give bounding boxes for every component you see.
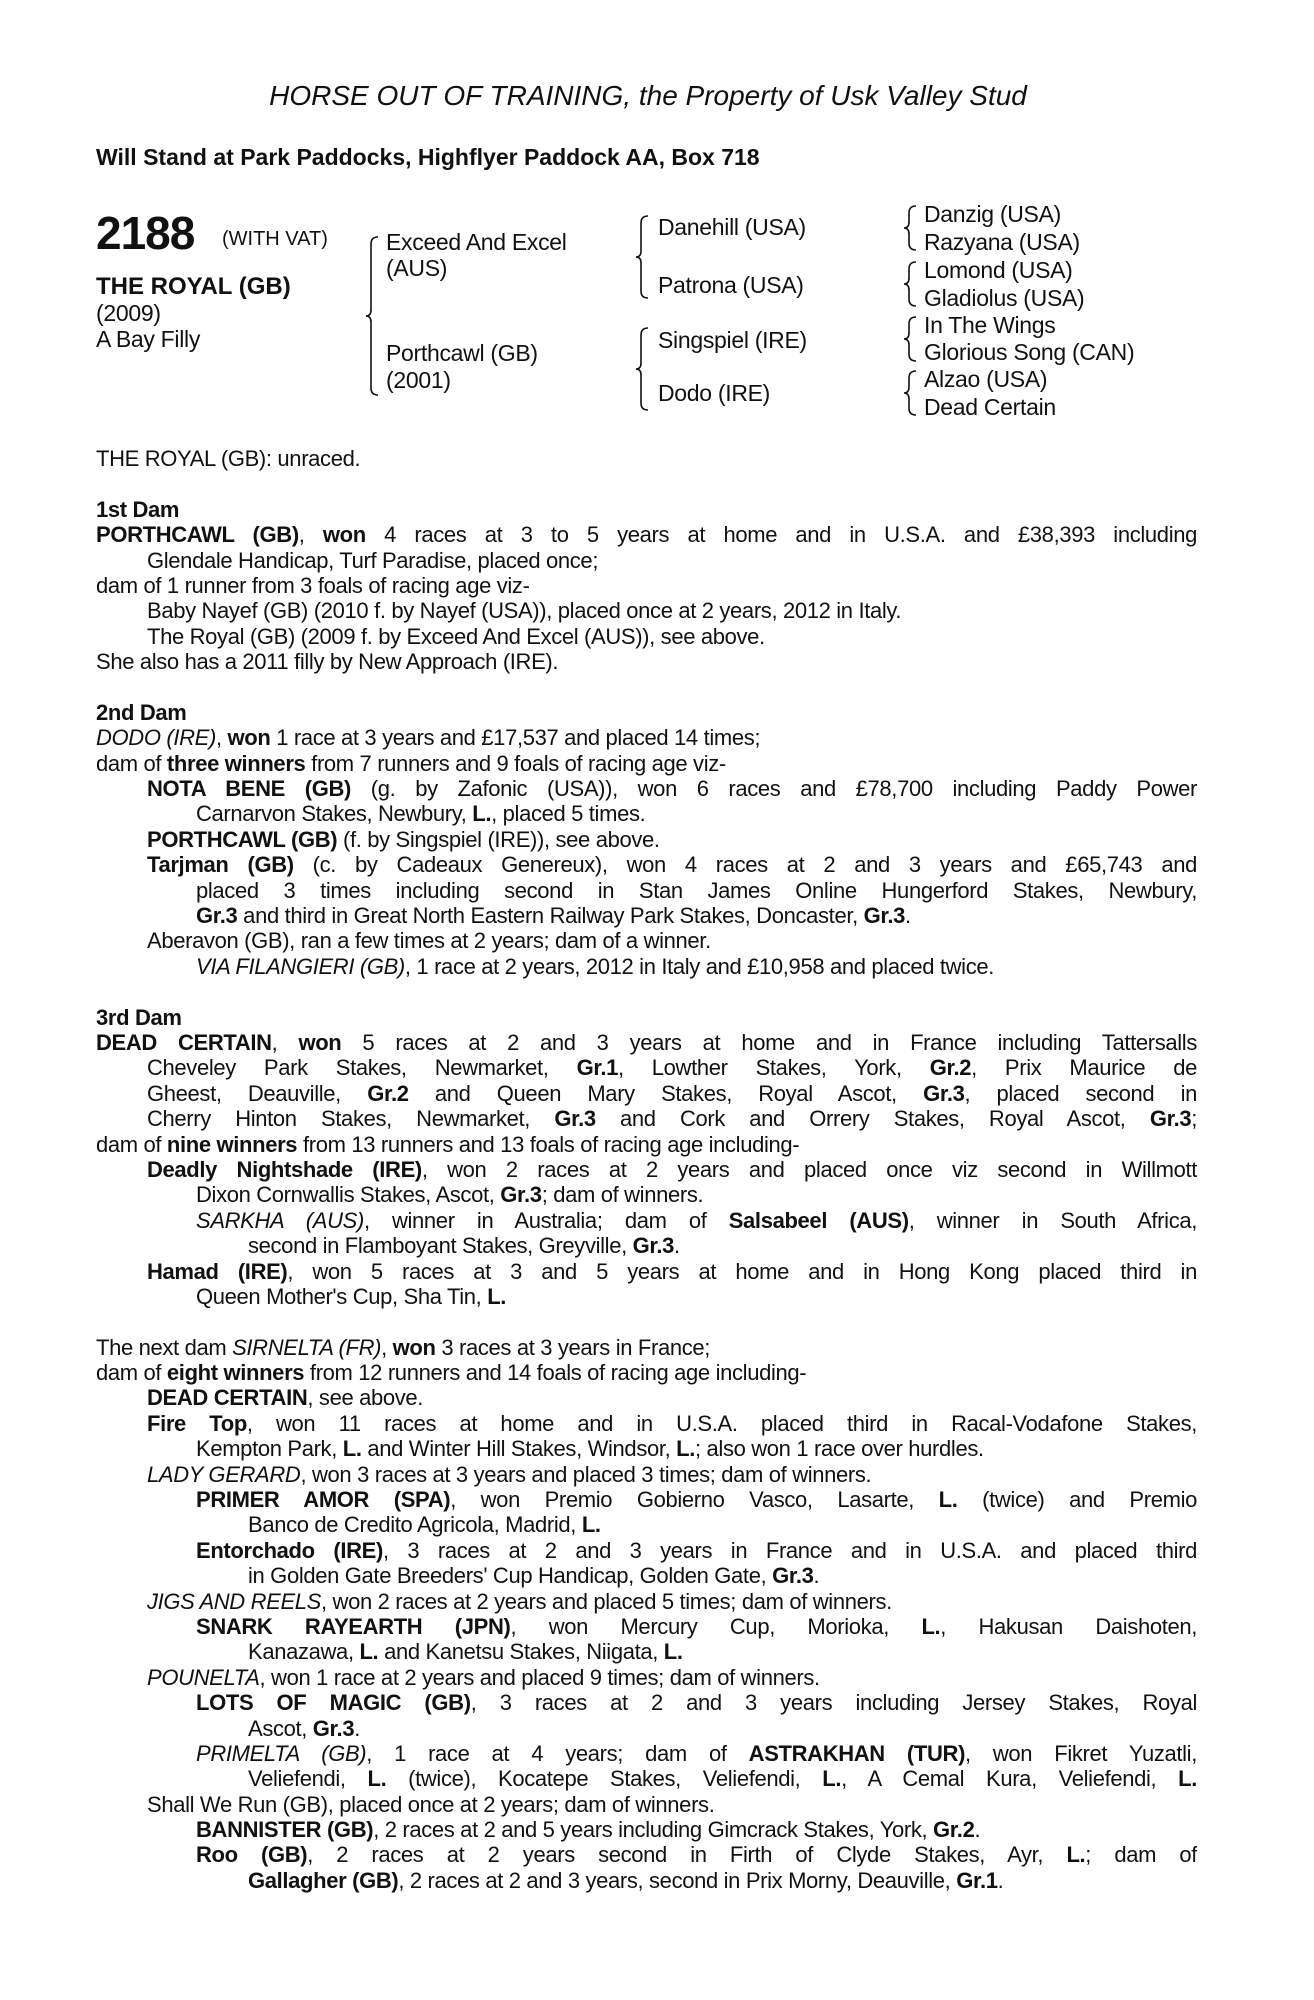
text-line	[96, 649, 1197, 674]
text: , 2 races at 2 and 3 years, second in Prix Morny, Deauville,	[398, 1867, 957, 1893]
text: Shall We Run (GB), placed once at 2 years; dam of winners.	[147, 1791, 715, 1817]
bold-text: DEAD CERTAIN	[96, 1029, 272, 1055]
text-line	[96, 1589, 1197, 1614]
pedigree-gen3: Gladiolus (USA)	[924, 285, 1085, 311]
bold-text: Gr.1	[956, 1867, 998, 1893]
bold-text: won	[298, 1029, 342, 1055]
pedigree-gen3: Danzig (USA)	[924, 201, 1061, 227]
text: and Winter Hill Stakes, Windsor,	[361, 1436, 677, 1462]
bold-text: L.	[359, 1639, 379, 1665]
text: 2nd Dam	[96, 699, 187, 725]
bold-text: L.	[921, 1613, 941, 1639]
text-line	[96, 548, 1197, 573]
italic-text: PRIMELTA (GB)	[196, 1740, 367, 1766]
bold-text: Tarjman (GB)	[147, 852, 294, 878]
bold-text: Gr.2	[929, 1055, 972, 1081]
bold-text: nine winners	[166, 1131, 298, 1157]
text: , winner in Australia; dam of	[363, 1207, 729, 1233]
text-line	[96, 1411, 1197, 1436]
text: , 2 races at 2 and 5 years including Gimcrack Stakes, York,	[373, 1817, 934, 1843]
text-line	[96, 903, 1197, 928]
bold-text: PRIMER AMOR (SPA)	[196, 1487, 451, 1513]
text-line	[96, 446, 1197, 471]
horse-year: (2009)	[96, 300, 161, 326]
pedigree-gen3: Glorious Song (CAN)	[924, 339, 1135, 365]
text: , won Mercury Cup, Morioka,	[510, 1613, 922, 1639]
text-line	[96, 1284, 1197, 1309]
blank-line	[96, 471, 1197, 496]
text: The Royal (GB) (2009 f. by Exceed And Excel (AUS)), see above.	[147, 623, 765, 649]
text-line	[96, 928, 1197, 953]
pedigree-gen3: In The Wings	[924, 312, 1056, 338]
bold-text: Gr.3	[632, 1233, 675, 1259]
text-line	[96, 1208, 1197, 1233]
text: , 1 race at 4 years; dam of	[366, 1740, 749, 1766]
blank-line	[96, 979, 1197, 1004]
stand-location: Will Stand at Park Paddocks, Highflyer Paddock AA, Box 718	[96, 144, 760, 170]
pedigree-brace	[904, 206, 918, 250]
text: Veliefendi,	[248, 1766, 368, 1792]
text: Queen Mother's Cup, Sha Tin,	[196, 1283, 488, 1309]
bold-text: Gr.3	[863, 903, 906, 929]
blank-line	[96, 1309, 1197, 1334]
bold-text: Gallagher (GB)	[248, 1867, 399, 1893]
text-line	[96, 1081, 1197, 1106]
text: , A Cemal Kura, Veliefendi,	[841, 1766, 1179, 1792]
bold-text: Roo (GB)	[196, 1842, 308, 1868]
text: .	[813, 1563, 820, 1589]
text: , won 1 race at 2 years and placed 9 times; dam of winners.	[259, 1664, 820, 1690]
pedigree-sire-country: (AUS)	[386, 255, 448, 281]
bold-text: Gr.3	[500, 1182, 542, 1208]
text: Baby Nayef (GB) (2010 f. by Nayef (USA)), placed once at 2 years, 2012 in Italy.	[147, 598, 902, 624]
pedigree-brace	[904, 371, 918, 415]
text: ,	[215, 725, 228, 751]
text: (g. by Zafonic (USA)), won 6 races and £78,700 including Paddy Power	[351, 776, 1197, 802]
text: 3rd Dam	[96, 1004, 182, 1030]
text: 5 races at 2 and 3 years at home and in France including Tattersalls	[341, 1029, 1197, 1055]
italic-text: SIRNELTA (FR)	[232, 1334, 382, 1360]
bold-text: L.	[487, 1283, 507, 1309]
text: .	[905, 903, 911, 929]
text: 3 races at 3 years in France;	[435, 1334, 711, 1360]
text: Carnarvon Stakes, Newbury,	[196, 801, 473, 827]
text: 4 races at 3 to 5 years at home and in U.S.A. and £38,393 including	[365, 522, 1197, 548]
section-heading	[96, 1005, 1197, 1030]
bold-text: L.	[822, 1766, 842, 1792]
bold-text: SNARK RAYEARTH (JPN)	[196, 1613, 511, 1639]
text: Kempton Park,	[196, 1436, 343, 1462]
text: ,	[271, 1029, 299, 1055]
text: ; also won 1 race over hurdles.	[695, 1436, 984, 1462]
text: , placed 5 times.	[491, 801, 646, 827]
pedigree-brace	[366, 237, 380, 395]
text-line	[96, 1868, 1197, 1893]
text-line	[96, 954, 1197, 979]
bold-text: Gr.3	[923, 1080, 965, 1106]
pedigree-gen2: Danehill (USA)	[658, 214, 806, 240]
text: , see above.	[307, 1385, 424, 1411]
text-line	[96, 827, 1197, 852]
text-line	[96, 852, 1197, 877]
italic-text: POUNELTA	[147, 1664, 260, 1690]
text-line	[96, 1055, 1197, 1080]
text: , won 11 races at home and in U.S.A. placed third in Racal-Vodafone Stakes,	[246, 1410, 1197, 1436]
text: Aberavon (GB), ran a few times at 2 years; dam of a winner.	[147, 928, 711, 954]
bold-text: Gr.2	[367, 1080, 409, 1106]
text-line	[96, 1335, 1197, 1360]
bold-text: Hamad (IRE)	[147, 1258, 288, 1284]
text: , Lowther Stakes, York,	[618, 1055, 930, 1081]
text: ; dam of	[1085, 1842, 1197, 1868]
bold-text: Fire Top	[147, 1410, 247, 1436]
bold-text: L.	[1066, 1842, 1086, 1868]
text-line	[96, 1614, 1197, 1639]
pedigree-gen3: Alzao (USA)	[924, 366, 1048, 392]
text: , 3 races at 2 and 3 years in France and in U.S.A. and placed third	[382, 1537, 1197, 1563]
text: from 12 runners and 14 foals of racing age including-	[304, 1360, 807, 1386]
pedigree-sire: Exceed And Excel	[386, 229, 567, 255]
text: Dixon Cornwallis Stakes, Ascot,	[196, 1182, 501, 1208]
pedigree-gen2: Patrona (USA)	[658, 272, 804, 298]
text: .	[974, 1817, 981, 1843]
pedigree-dam-year: (2001)	[386, 367, 451, 393]
text-line	[96, 1639, 1197, 1664]
bold-text: Gr.3	[772, 1563, 814, 1589]
text-line	[96, 878, 1197, 903]
lot-number: 2188	[96, 207, 195, 259]
text: (twice) and Premio	[957, 1487, 1197, 1513]
text-line	[96, 1766, 1197, 1791]
bold-text: L.	[581, 1512, 601, 1538]
bold-text: Entorchado (IRE)	[196, 1537, 383, 1563]
text: and Kanetsu Stakes, Niigata,	[378, 1639, 664, 1665]
text-line	[96, 598, 1197, 623]
bold-text: L.	[663, 1639, 683, 1665]
bold-text: BANNISTER (GB)	[196, 1817, 374, 1843]
text-line	[96, 624, 1197, 649]
pedigree-gen3: Razyana (USA)	[924, 229, 1080, 255]
text: ,	[298, 522, 323, 548]
pedigree-gen2: Singspiel (IRE)	[658, 327, 807, 353]
text-line	[96, 1563, 1197, 1588]
bold-text: ASTRAKHAN (TUR)	[748, 1740, 966, 1766]
text: in Golden Gate Breeders' Cup Handicap, Golden Gate,	[248, 1563, 773, 1589]
bold-text: PORTHCAWL (GB)	[96, 522, 299, 548]
text: from 7 runners and 9 foals of racing age viz-	[305, 750, 726, 776]
bold-text: Gr.2	[933, 1817, 975, 1843]
text-line	[96, 1817, 1197, 1842]
text: dam of	[96, 1360, 167, 1386]
text-line	[96, 1512, 1197, 1537]
text-line	[96, 1385, 1197, 1410]
section-heading	[96, 497, 1197, 522]
text: The next dam	[96, 1334, 233, 1360]
text-line	[96, 1792, 1197, 1817]
pedigree-gen3: Dead Certain	[924, 394, 1056, 420]
text: THE ROYAL (GB): unraced.	[96, 446, 361, 471]
text: Kanazawa,	[248, 1639, 360, 1665]
text-line	[96, 1487, 1197, 1512]
text-line	[96, 1538, 1197, 1563]
bold-text: Gr.3	[196, 903, 238, 929]
text: and Cork and Orrery Stakes, Royal Ascot,	[595, 1106, 1150, 1132]
text-line	[96, 1030, 1197, 1055]
text-line	[96, 1665, 1197, 1690]
text-line	[96, 1182, 1197, 1207]
text-line	[96, 776, 1197, 801]
bold-text: L.	[367, 1766, 387, 1792]
bold-text: L.	[1178, 1766, 1197, 1792]
text: Banco de Credito Agricola, Madrid,	[248, 1512, 582, 1538]
text: Cheveley Park Stakes, Newmarket,	[147, 1055, 577, 1081]
bold-text: L.	[342, 1436, 362, 1462]
text: ,	[381, 1334, 393, 1360]
bold-text: won	[322, 522, 366, 548]
text: placed 3 times including second in Stan James Online Hungerford Stakes, Newbury,	[196, 877, 1197, 903]
text: , winner in South Africa,	[908, 1207, 1197, 1233]
bold-text: DEAD CERTAIN	[147, 1385, 308, 1411]
vat-note: (WITH VAT)	[222, 228, 328, 250]
italic-text: VIA FILANGIERI (GB)	[196, 953, 405, 979]
text: from 13 runners and 13 foals of racing age including-	[297, 1131, 800, 1157]
text: .	[674, 1233, 680, 1259]
text: , won 2 races at 2 years and placed once viz second in Willmott	[421, 1156, 1197, 1182]
text: (twice), Kocatepe Stakes, Veliefendi,	[386, 1766, 823, 1792]
text: 1st Dam	[96, 496, 180, 522]
text-line	[96, 1436, 1197, 1461]
text: dam of 1 runner from 3 foals of racing age viz-	[96, 572, 530, 598]
text: .	[354, 1715, 360, 1741]
pedigree-gen3: Lomond (USA)	[924, 257, 1073, 283]
text-line	[96, 1842, 1197, 1867]
bold-text: L.	[676, 1436, 695, 1462]
text-line	[96, 1132, 1197, 1157]
section-heading	[96, 700, 1197, 725]
horse-description: A Bay Filly	[96, 326, 201, 352]
text: She also has a 2011 filly by New Approach (IRE).	[96, 649, 559, 675]
text-line	[96, 1157, 1197, 1182]
text: .	[997, 1867, 1004, 1893]
blank-line	[96, 675, 1197, 700]
text: , 3 races at 2 and 3 years including Jersey Stakes, Royal	[470, 1690, 1197, 1716]
bold-text: Deadly Nightshade (IRE)	[147, 1156, 422, 1182]
bold-text: Gr.3	[312, 1715, 355, 1741]
text-line	[96, 1259, 1197, 1284]
italic-text: JIGS AND REELS	[147, 1588, 322, 1614]
bold-text: LOTS OF MAGIC (GB)	[196, 1690, 471, 1716]
catalogue-body	[96, 446, 1197, 1893]
bold-text: Gr.3	[1149, 1106, 1192, 1132]
bold-text: won	[227, 725, 271, 751]
text: dam of	[96, 1131, 167, 1157]
text: and third in Great North Eastern Railway Park Stakes, Doncaster,	[237, 903, 864, 929]
text: , won 5 races at 3 and 5 years at home and in Hong Kong placed third in	[287, 1258, 1197, 1284]
text: , 1 race at 2 years, 2012 in Italy and £10,958 and placed twice.	[404, 953, 995, 979]
text-line	[96, 522, 1197, 547]
text: 1 race at 3 years and £17,537 and placed 14 times;	[270, 725, 761, 751]
text: (f. by Singspiel (IRE)), see above.	[337, 826, 660, 852]
text-line	[96, 1462, 1197, 1487]
text-line	[96, 1233, 1197, 1258]
text-line	[96, 1106, 1197, 1131]
bold-text: three winners	[166, 750, 306, 776]
page-title: HORSE OUT OF TRAINING, the Property of Usk Valley Stud	[269, 80, 1027, 111]
text: , won Premio Gobierno Vasco, Lasarte,	[450, 1487, 939, 1513]
text-line	[96, 801, 1197, 826]
text: ;	[1191, 1106, 1197, 1132]
horse-name: THE ROYAL (GB)	[96, 273, 291, 300]
text: ; dam of winners.	[541, 1182, 704, 1208]
text: Cherry Hinton Stakes, Newmarket,	[147, 1106, 555, 1132]
pedigree-brace	[904, 317, 918, 361]
text: , placed second in	[964, 1080, 1197, 1106]
italic-text: LADY GERARD	[147, 1461, 301, 1487]
bold-text: Salsabeel (AUS)	[728, 1207, 909, 1233]
pedigree-brace	[636, 328, 650, 410]
text-line	[96, 1690, 1197, 1715]
text-line	[96, 725, 1197, 750]
bold-text: eight winners	[166, 1360, 305, 1386]
text-line	[96, 1360, 1197, 1385]
text: second in Flamboyant Stakes, Greyville,	[248, 1233, 633, 1259]
bold-text: won	[392, 1334, 436, 1360]
pedigree-gen2: Dodo (IRE)	[658, 380, 771, 406]
bold-text: PORTHCAWL (GB)	[147, 826, 338, 852]
text-line	[96, 1741, 1197, 1766]
bold-text: Gr.3	[554, 1106, 596, 1132]
text: , won 3 races at 3 years and placed 3 times; dam of winners.	[300, 1461, 872, 1487]
italic-text: SARKHA (AUS)	[196, 1207, 364, 1233]
bold-text: Gr.1	[576, 1055, 618, 1081]
text: , Hakusan Daishoten,	[940, 1613, 1197, 1639]
text: , won 2 races at 2 years and placed 5 times; dam of winners.	[321, 1588, 892, 1614]
text: Ascot,	[248, 1715, 313, 1741]
text: Gheest, Deauville,	[147, 1080, 368, 1106]
bold-text: L.	[472, 801, 492, 827]
text-line	[96, 1716, 1197, 1741]
text: , Prix Maurice de	[971, 1055, 1197, 1081]
text: (c. by Cadeaux Genereux), won 4 races at 2 and 3 years and £65,743 and	[293, 852, 1197, 878]
pedigree-brace	[904, 262, 918, 306]
text-line	[96, 751, 1197, 776]
text: , 2 races at 2 years second in Firth of Clyde Stakes, Ayr,	[307, 1842, 1067, 1868]
text-line	[96, 573, 1197, 598]
pedigree-brace	[636, 216, 650, 298]
text: and Queen Mary Stakes, Royal Ascot,	[408, 1080, 924, 1106]
bold-text: NOTA BENE (GB)	[147, 776, 352, 802]
pedigree-dam: Porthcawl (GB)	[386, 340, 538, 366]
italic-text: DODO (IRE)	[96, 725, 216, 751]
text: dam of	[96, 750, 167, 776]
bold-text: L.	[938, 1487, 958, 1513]
text: , won Fikret Yuzatli,	[965, 1740, 1197, 1766]
text: Glendale Handicap, Turf Paradise, placed once;	[147, 547, 599, 573]
